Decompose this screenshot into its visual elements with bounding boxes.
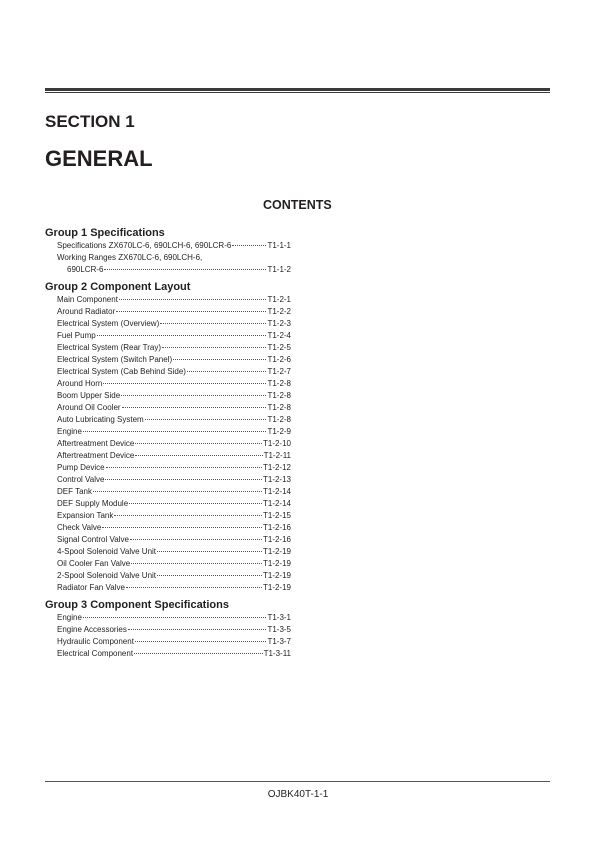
- toc-entry-label: Around Horn: [57, 379, 103, 388]
- toc-entry[interactable]: [45, 558, 291, 570]
- toc-entry[interactable]: [45, 624, 291, 636]
- toc-leader-dots: [83, 431, 267, 432]
- toc-leader-dots: [126, 587, 262, 588]
- toc-entry-label: Around Radiator: [57, 307, 116, 316]
- toc-leader-dots: [135, 443, 262, 444]
- toc-entry[interactable]: [45, 354, 291, 366]
- toc-entry-label: Check Valve: [57, 523, 102, 532]
- toc-entry-label: Aftertreatment Device: [57, 451, 135, 460]
- toc-entry-label: Engine Accessories: [57, 625, 127, 634]
- toc-entry-page: T1-2-19: [262, 559, 291, 568]
- toc-entry-label: Fuel Pump: [57, 331, 96, 340]
- toc-group-title: Group 3 Component Specifications: [45, 599, 229, 611]
- toc-leader-dots: [104, 269, 266, 270]
- toc-entry[interactable]: [45, 612, 291, 624]
- toc-entry-label: Electrical Component: [57, 649, 134, 658]
- toc-entry[interactable]: [45, 570, 291, 582]
- toc-entry[interactable]: [45, 240, 291, 252]
- toc-entry-label: Signal Control Valve: [57, 535, 129, 544]
- toc-entry-label: 2-Spool Solenoid Valve Unit: [57, 571, 157, 580]
- toc-entry[interactable]: [45, 546, 291, 558]
- toc-leader-dots: [83, 617, 267, 618]
- toc-entry-page: T1-2-5: [267, 343, 291, 352]
- toc-entry-page: T1-2-14: [262, 487, 291, 496]
- toc-entry-page: T1-2-8: [267, 379, 291, 388]
- toc-leader-dots: [119, 299, 267, 300]
- toc-group: [45, 226, 291, 276]
- toc-leader-dots: [135, 455, 262, 456]
- toc-entry-page: T1-2-12: [262, 463, 291, 472]
- toc-leader-dots: [232, 245, 266, 246]
- toc-entry[interactable]: [45, 438, 291, 450]
- toc-entry-page: T1-3-11: [263, 649, 291, 658]
- toc-entry-label: Electrical System (Overview): [57, 319, 160, 328]
- toc-entry-page: T1-2-15: [262, 511, 291, 520]
- toc-leader-dots: [105, 479, 262, 480]
- toc-group: [45, 280, 291, 594]
- toc-entry-page: T1-2-14: [262, 499, 291, 508]
- toc-entry-label: Engine: [57, 613, 82, 622]
- section-label: SECTION 1: [45, 112, 135, 131]
- toc-entry[interactable]: [45, 498, 291, 510]
- toc-entry[interactable]: [45, 402, 291, 414]
- toc-leader-dots: [162, 347, 266, 348]
- toc-entry-label: Control Valve: [57, 475, 105, 484]
- toc-entry-page: T1-2-10: [262, 439, 291, 448]
- toc-leader-dots: [97, 335, 267, 336]
- toc-leader-dots: [130, 539, 262, 540]
- toc-entry-label: Auto Lubricating System: [57, 415, 144, 424]
- toc-leader-dots: [116, 311, 266, 312]
- toc-entry[interactable]: [45, 378, 291, 390]
- toc-leader-dots: [122, 407, 267, 408]
- toc-entry-page: T1-2-2: [267, 307, 291, 316]
- toc-entry-page: T1-2-6: [267, 355, 291, 364]
- toc-entry-page: T1-1-1: [267, 241, 291, 250]
- toc-leader-dots: [135, 641, 267, 642]
- toc-entry-page: T1-2-11: [263, 451, 291, 460]
- toc-entry-label: DEF Supply Module: [57, 499, 129, 508]
- toc-leader-dots: [129, 503, 262, 504]
- toc-entry-label: 4-Spool Solenoid Valve Unit: [57, 547, 157, 556]
- toc-leader-dots: [157, 551, 262, 552]
- toc-entry-continued: Working Ranges ZX670LC-6, 690LCH-6,: [57, 253, 203, 262]
- toc-entry-label: Main Component: [57, 295, 118, 304]
- toc-entry-label: Specifications ZX670LC-6, 690LCH-6, 690LCR-6: [57, 241, 232, 250]
- toc-entry[interactable]: [45, 522, 291, 534]
- toc-entry-page: T1-2-16: [262, 523, 291, 532]
- toc-entry-label: Electrical System (Rear Tray): [57, 343, 162, 352]
- toc-entry-label: Pump Device: [57, 463, 105, 472]
- footer-rule: [45, 781, 550, 782]
- toc-entry-page: T1-2-13: [262, 475, 291, 484]
- toc-entry[interactable]: [45, 582, 291, 594]
- toc-leader-dots: [106, 467, 262, 468]
- toc-entry-page: T1-3-1: [267, 613, 291, 622]
- toc-entry-page: T1-2-19: [262, 547, 291, 556]
- toc-leader-dots: [103, 383, 266, 384]
- toc-entry[interactable]: [45, 366, 291, 378]
- toc-entry[interactable]: [45, 636, 291, 648]
- toc-entry-label: Expansion Tank: [57, 511, 114, 520]
- toc-entry[interactable]: [45, 318, 291, 330]
- toc-leader-dots: [131, 563, 262, 564]
- toc-entry-label: Engine: [57, 427, 82, 436]
- toc-entry-page: T1-2-3: [267, 319, 291, 328]
- toc-leader-dots: [173, 359, 266, 360]
- toc-entry[interactable]: [45, 294, 291, 306]
- toc-entry-label: Aftertreatment Device: [57, 439, 135, 448]
- toc-entry[interactable]: [45, 306, 291, 318]
- toc-leader-dots: [157, 575, 262, 576]
- toc-entry-page: T1-1-2: [267, 265, 291, 274]
- toc-entry[interactable]: [45, 534, 291, 546]
- toc-entry[interactable]: [45, 648, 291, 660]
- toc-entry-label: Radiator Fan Valve: [57, 583, 125, 592]
- footer-page-id: OJBK40T-1-1: [267, 789, 329, 800]
- toc-entry[interactable]: [45, 510, 291, 522]
- toc-entry[interactable]: [45, 264, 291, 276]
- toc-entry[interactable]: [45, 330, 291, 342]
- toc-entry-label: Boom Upper Side: [57, 391, 121, 400]
- toc-leader-dots: [145, 419, 267, 420]
- toc-entry-page: T1-2-7: [267, 367, 291, 376]
- toc-group-title: Group 1 Specifications: [45, 227, 165, 239]
- toc-entry[interactable]: [45, 426, 291, 438]
- toc-leader-dots: [102, 527, 262, 528]
- toc-group-title: Group 2 Component Layout: [45, 281, 191, 293]
- top-double-rule: [45, 88, 550, 91]
- toc-entry-page: T1-2-4: [267, 331, 291, 340]
- toc-leader-dots: [121, 395, 266, 396]
- toc-leader-dots: [160, 323, 266, 324]
- toc-entry-page: T1-2-19: [262, 571, 291, 580]
- toc-entry-page: T1-2-1: [267, 295, 291, 304]
- toc-leader-dots: [114, 515, 262, 516]
- toc-entry[interactable]: [45, 462, 291, 474]
- toc-entry-label: Oil Cooler Fan Valve: [57, 559, 131, 568]
- section-title: GENERAL: [45, 146, 153, 171]
- toc-entry-label: Around Oil Cooler: [57, 403, 121, 412]
- toc-entry-label: Hydraulic Component: [57, 637, 134, 646]
- toc-entry-page: T1-3-5: [267, 625, 291, 634]
- toc-entry[interactable]: [45, 342, 291, 354]
- toc-leader-dots: [187, 371, 266, 372]
- toc-entry-page: T1-2-9: [267, 427, 291, 436]
- toc-entry-page: T1-3-7: [267, 637, 291, 646]
- toc-leader-dots: [134, 653, 263, 654]
- toc-entry-label: DEF Tank: [57, 487, 92, 496]
- toc-entry[interactable]: [45, 390, 291, 402]
- toc-entry[interactable]: [45, 486, 291, 498]
- toc-entry[interactable]: [45, 474, 291, 486]
- contents-heading: CONTENTS: [263, 198, 332, 212]
- top-double-rule-thin: [45, 92, 550, 93]
- toc-entry[interactable]: [45, 450, 291, 462]
- toc-entry-page: T1-2-16: [262, 535, 291, 544]
- toc-entry-label: 690LCR-6: [67, 265, 104, 274]
- toc-entry-label: Electrical System (Switch Panel): [57, 355, 173, 364]
- toc-leader-dots: [93, 491, 262, 492]
- toc-entry-page: T1-2-8: [267, 415, 291, 424]
- toc-entry-label: Electrical System (Cab Behind Side): [57, 367, 186, 376]
- toc-entry-page: T1-2-8: [267, 403, 291, 412]
- toc-entry[interactable]: [45, 414, 291, 426]
- toc-entry-page: T1-2-19: [262, 583, 291, 592]
- toc-leader-dots: [128, 629, 267, 630]
- toc-entry-page: T1-2-8: [267, 391, 291, 400]
- table-of-contents: [45, 226, 291, 664]
- toc-group: [45, 598, 291, 660]
